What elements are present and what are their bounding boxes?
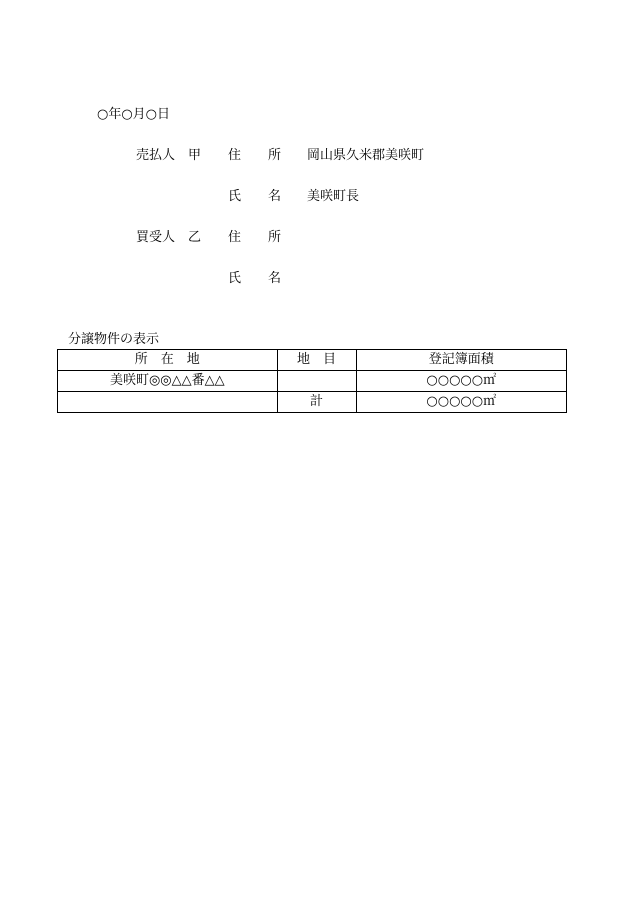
seller-name-label-b: 名 [268, 189, 282, 204]
header-location: 所 在 地 [58, 350, 278, 371]
seller-address-label-a: 住 [228, 148, 242, 163]
cell-total-label: 計 [277, 392, 356, 413]
buyer-code: 乙 [188, 230, 202, 245]
cell-registered-area: ○○○○○㎡ [356, 371, 567, 392]
seller-address: 岡山県久米郡美咲町 [307, 148, 425, 163]
buyer-role: 買受人 [136, 230, 176, 245]
buyer-name-label-a: 氏 [228, 271, 242, 286]
seller-name: 美咲町長 [307, 189, 360, 204]
buyer-name-label-b: 名 [268, 271, 282, 286]
header-land-category: 地 目 [277, 350, 356, 371]
buyer-address-label-b: 所 [268, 230, 282, 245]
contract-date: ○年○月○日 [97, 107, 171, 122]
seller-code: 甲 [188, 148, 202, 163]
seller-address-label-b: 所 [268, 148, 282, 163]
cell-location: 美咲町◎◎△△番△△ [58, 371, 278, 392]
cell-total-area: ○○○○○㎡ [356, 392, 567, 413]
header-registered-area: 登記簿面積 [356, 350, 567, 371]
table-row-total [58, 392, 567, 413]
seller-role: 売払人 [136, 148, 176, 163]
seller-name-label-a: 氏 [228, 189, 242, 204]
property-section-title: 分譲物件の表示 [68, 332, 160, 347]
property-table [57, 349, 567, 413]
property-table-header [58, 350, 567, 371]
cell-land-category [277, 371, 356, 392]
table-row [58, 371, 567, 392]
cell-location [58, 392, 278, 413]
buyer-address-label-a: 住 [228, 230, 242, 245]
